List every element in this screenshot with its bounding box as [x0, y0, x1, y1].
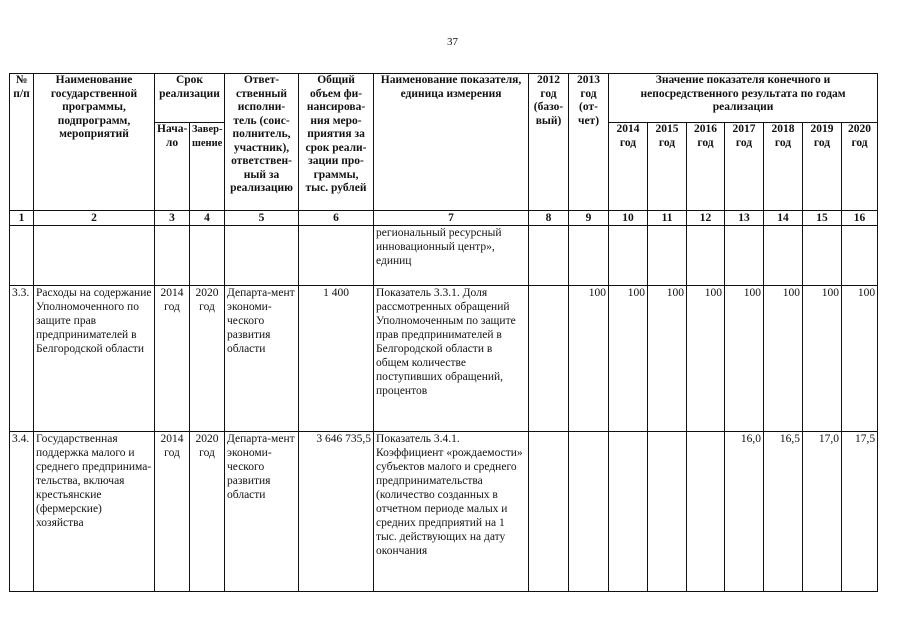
row-value-2015 [648, 432, 687, 592]
table-row [10, 286, 878, 432]
row-value-2017: 16,0 [725, 432, 764, 592]
column-number: 3 [155, 211, 190, 226]
table-row [10, 432, 878, 592]
header-term: Срок реализации [155, 74, 225, 123]
column-number: 8 [529, 211, 569, 226]
row-end: 2020 год [190, 432, 225, 592]
column-number: 14 [764, 211, 803, 226]
header-num: № п/п [10, 74, 34, 211]
row-funding: 3 646 735,5 [299, 432, 374, 592]
header-year-2016: 2016 год [687, 123, 725, 211]
row-value-2020 [842, 226, 878, 286]
row-2013 [569, 432, 609, 592]
row-2013: 100 [569, 286, 609, 432]
column-number: 6 [299, 211, 374, 226]
row-value-2016 [687, 226, 725, 286]
row-num: 3.3. [10, 286, 34, 432]
header-term-end: Завер-шение [190, 123, 225, 211]
column-number: 7 [374, 211, 529, 226]
row-value-2017: 100 [725, 286, 764, 432]
row-num [10, 226, 34, 286]
header-year-2015: 2015 год [648, 123, 687, 211]
row-2012 [529, 432, 569, 592]
row-end [190, 226, 225, 286]
column-number: 4 [190, 211, 225, 226]
page-number: 37 [447, 36, 458, 48]
row-value-2017 [725, 226, 764, 286]
row-funding: 1 400 [299, 286, 374, 432]
row-value-2020: 100 [842, 286, 878, 432]
row-value-2014: 100 [609, 286, 648, 432]
row-value-2019 [803, 226, 842, 286]
column-number: 1 [10, 211, 34, 226]
row-2012 [529, 226, 569, 286]
header-term-start: Нача-ло [155, 123, 190, 211]
row-2012 [529, 286, 569, 432]
row-value-2019: 100 [803, 286, 842, 432]
column-number: 16 [842, 211, 878, 226]
header-indicator: Наименование показателя, единица измерения [374, 74, 529, 211]
row-value-2015: 100 [648, 286, 687, 432]
row-value-2018: 100 [764, 286, 803, 432]
row-start: 2014 год [155, 286, 190, 432]
row-name: Расходы на содержание Уполномоченного по защите прав предпринимателей в Белгородской области [34, 286, 155, 432]
row-value-2014 [609, 226, 648, 286]
column-number: 2 [34, 211, 155, 226]
header-2013: 2013 год (от-чет) [569, 74, 609, 211]
row-responsible: Департа-мент экономи-ческого развития области [225, 286, 299, 432]
column-number: 13 [725, 211, 764, 226]
table-row [10, 226, 878, 286]
header-funding: Общий объем фи-нансирова-ния меро-приятия за срок реали-зации про-граммы, тыс. рублей [299, 74, 374, 211]
header-values-title: Значение показателя конечного и непосредственного результата по годам реализации [609, 74, 878, 123]
column-number: 10 [609, 211, 648, 226]
row-indicator: Показатель 3.3.1. Доля рассмотренных обращений Уполномоченным по защите прав предпринимателей в Белгородской области в общем количестве поступивших обращений, процентов [374, 286, 529, 432]
program-table [9, 73, 878, 592]
row-num: 3.4. [10, 432, 34, 592]
row-end: 2020 год [190, 286, 225, 432]
header-year-2018: 2018 год [764, 123, 803, 211]
header-year-2019: 2019 год [803, 123, 842, 211]
row-value-2016: 100 [687, 286, 725, 432]
row-value-2018: 16,5 [764, 432, 803, 592]
row-name: Государственная поддержка малого и среднего предпринима-тельства, включая крестьянские (фермерские) хозяйства [34, 432, 155, 592]
row-value-2019: 17,0 [803, 432, 842, 592]
header-2012: 2012 год (базо-вый) [529, 74, 569, 211]
header-name: Наименование государственной программы, подпрограмм, мероприятий [34, 74, 155, 211]
row-value-2020: 17,5 [842, 432, 878, 592]
column-number: 15 [803, 211, 842, 226]
row-value-2014 [609, 432, 648, 592]
row-responsible: Департа-мент экономи-ческого развития области [225, 432, 299, 592]
row-value-2015 [648, 226, 687, 286]
header-year-2020: 2020 год [842, 123, 878, 211]
column-number: 9 [569, 211, 609, 226]
row-start [155, 226, 190, 286]
column-number-row [10, 211, 878, 226]
header-year-2014: 2014 год [609, 123, 648, 211]
row-responsible [225, 226, 299, 286]
row-value-2018 [764, 226, 803, 286]
row-start: 2014 год [155, 432, 190, 592]
header-row-1 [10, 74, 878, 123]
row-funding [299, 226, 374, 286]
row-indicator: Показатель 3.4.1. Коэффициент «рождаемости» субъектов малого и среднего предпринимательства (количество созданных в отчетном периоде малых и средних предприятий на 1 тыс. действующих на дату окончания [374, 432, 529, 592]
header-responsible: Ответ-ственный исполни-тель (соис-полнитель, участник), ответствен-ный за реализацию [225, 74, 299, 211]
header-year-2017: 2017 год [725, 123, 764, 211]
column-number: 5 [225, 211, 299, 226]
column-number: 11 [648, 211, 687, 226]
row-name [34, 226, 155, 286]
column-number: 12 [687, 211, 725, 226]
row-indicator: региональный ресурсный инновационный центр», единиц [374, 226, 529, 286]
row-value-2016 [687, 432, 725, 592]
row-2013 [569, 226, 609, 286]
